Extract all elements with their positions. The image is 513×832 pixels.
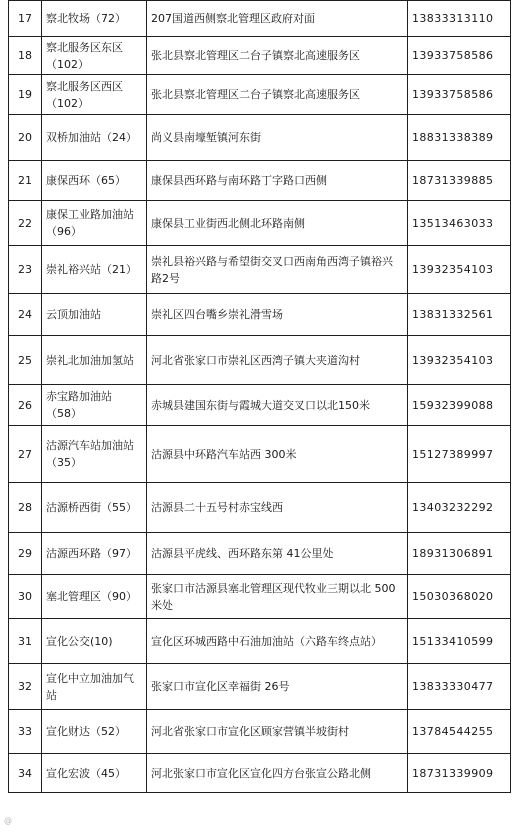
station-phone: 13833313110 <box>408 1 511 37</box>
row-number: 23 <box>9 246 42 294</box>
row-number: 28 <box>9 483 42 533</box>
row-number: 21 <box>9 161 42 201</box>
station-address: 康保县西环路与南环路丁字路口西侧 <box>147 161 408 201</box>
row-number: 33 <box>9 710 42 754</box>
station-name: 沽源西环路（97） <box>42 533 147 575</box>
station-phone: 13932354103 <box>408 336 511 385</box>
station-address: 崇礼区四台嘴乡崇礼滑雪场 <box>147 294 408 336</box>
row-number: 25 <box>9 336 42 385</box>
station-address: 宣化区环城西路中石油加油站（六路车终点站） <box>147 619 408 664</box>
table-row <box>9 161 511 201</box>
station-name: 崇礼北加油加氢站 <box>42 336 147 385</box>
station-name: 赤宝路加油站（58） <box>42 385 147 426</box>
station-name: 云顶加油站 <box>42 294 147 336</box>
table-row <box>9 75 511 115</box>
station-name: 康保西环（65） <box>42 161 147 201</box>
station-address: 河北省张家口市宣化区顾家营镇半坡街村 <box>147 710 408 754</box>
station-address: 张家口市沽源县塞北管理区现代牧业三期以北 500米处 <box>147 575 408 619</box>
station-phone: 15030368020 <box>408 575 511 619</box>
station-name: 康保工业路加油站（96） <box>42 201 147 246</box>
station-phone: 13932354103 <box>408 246 511 294</box>
station-address: 沽源县中环路汽车站西 300米 <box>147 426 408 483</box>
table-row <box>9 754 511 793</box>
row-number: 17 <box>9 1 42 37</box>
station-phone: 18931306891 <box>408 533 511 575</box>
station-address: 张北县察北管理区二台子镇察北高速服务区 <box>147 37 408 75</box>
row-number: 22 <box>9 201 42 246</box>
station-phone: 15127389997 <box>408 426 511 483</box>
station-name: 双桥加油站（24） <box>42 115 147 161</box>
row-number: 32 <box>9 664 42 710</box>
station-address: 沽源县二十五号村赤宝线西 <box>147 483 408 533</box>
station-address: 河北省张家口市崇礼区西湾子镇大夹道沟村 <box>147 336 408 385</box>
station-address: 尚义县南壕堑镇河东街 <box>147 115 408 161</box>
station-name: 塞北管理区（90） <box>42 575 147 619</box>
watermark: @ <box>4 816 13 825</box>
station-phone: 13933758586 <box>408 75 511 115</box>
table-body <box>9 1 511 793</box>
table-row <box>9 710 511 754</box>
station-phone: 15932399088 <box>408 385 511 426</box>
station-address: 崇礼县裕兴路与希望街交叉口西南角西湾子镇裕兴路2号 <box>147 246 408 294</box>
station-phone: 13403232292 <box>408 483 511 533</box>
station-name: 宣化公交(10) <box>42 619 147 664</box>
station-phone: 13831332561 <box>408 294 511 336</box>
station-address: 沽源县平虎线、西环路东第 41公里处 <box>147 533 408 575</box>
table-row <box>9 664 511 710</box>
table-row <box>9 575 511 619</box>
station-address: 赤城县建国东街与霞城大道交叉口以北150米 <box>147 385 408 426</box>
table-row <box>9 37 511 75</box>
station-name: 沽源汽车站加油站（35） <box>42 426 147 483</box>
station-address: 康保县工业街西北侧北环路南侧 <box>147 201 408 246</box>
table-row <box>9 385 511 426</box>
row-number: 31 <box>9 619 42 664</box>
station-phone: 13513463033 <box>408 201 511 246</box>
station-name: 察北牧场（72） <box>42 1 147 37</box>
row-number: 24 <box>9 294 42 336</box>
row-number: 34 <box>9 754 42 793</box>
station-phone: 18831338389 <box>408 115 511 161</box>
table-row <box>9 201 511 246</box>
table-row <box>9 1 511 37</box>
station-address: 张北县察北管理区二台子镇察北高速服务区 <box>147 75 408 115</box>
row-number: 27 <box>9 426 42 483</box>
station-phone: 13784544255 <box>408 710 511 754</box>
table-row <box>9 426 511 483</box>
table-row <box>9 115 511 161</box>
station-name: 察北服务区西区（102） <box>42 75 147 115</box>
station-phone: 15133410599 <box>408 619 511 664</box>
station-name: 宣化财达（52） <box>42 710 147 754</box>
station-phone: 18731339885 <box>408 161 511 201</box>
station-name: 崇礼裕兴站（21） <box>42 246 147 294</box>
gas-station-table <box>8 0 511 793</box>
table-row <box>9 619 511 664</box>
station-phone: 13833330477 <box>408 664 511 710</box>
row-number: 30 <box>9 575 42 619</box>
row-number: 18 <box>9 37 42 75</box>
station-name: 宣化中立加油加气站 <box>42 664 147 710</box>
table-row <box>9 246 511 294</box>
station-name: 沽源桥西街（55） <box>42 483 147 533</box>
table-row <box>9 294 511 336</box>
station-address: 张家口市宣化区幸福街 26号 <box>147 664 408 710</box>
station-name: 察北服务区东区（102） <box>42 37 147 75</box>
station-name: 宣化宏波（45） <box>42 754 147 793</box>
table-row <box>9 336 511 385</box>
station-address: 河北张家口市宣化区宣化四方台张宣公路北侧 <box>147 754 408 793</box>
row-number: 29 <box>9 533 42 575</box>
table-row <box>9 533 511 575</box>
table-row <box>9 483 511 533</box>
row-number: 20 <box>9 115 42 161</box>
row-number: 26 <box>9 385 42 426</box>
station-address: 207国道西侧察北管理区政府对面 <box>147 1 408 37</box>
row-number: 19 <box>9 75 42 115</box>
station-phone: 13933758586 <box>408 37 511 75</box>
station-phone: 18731339909 <box>408 754 511 793</box>
